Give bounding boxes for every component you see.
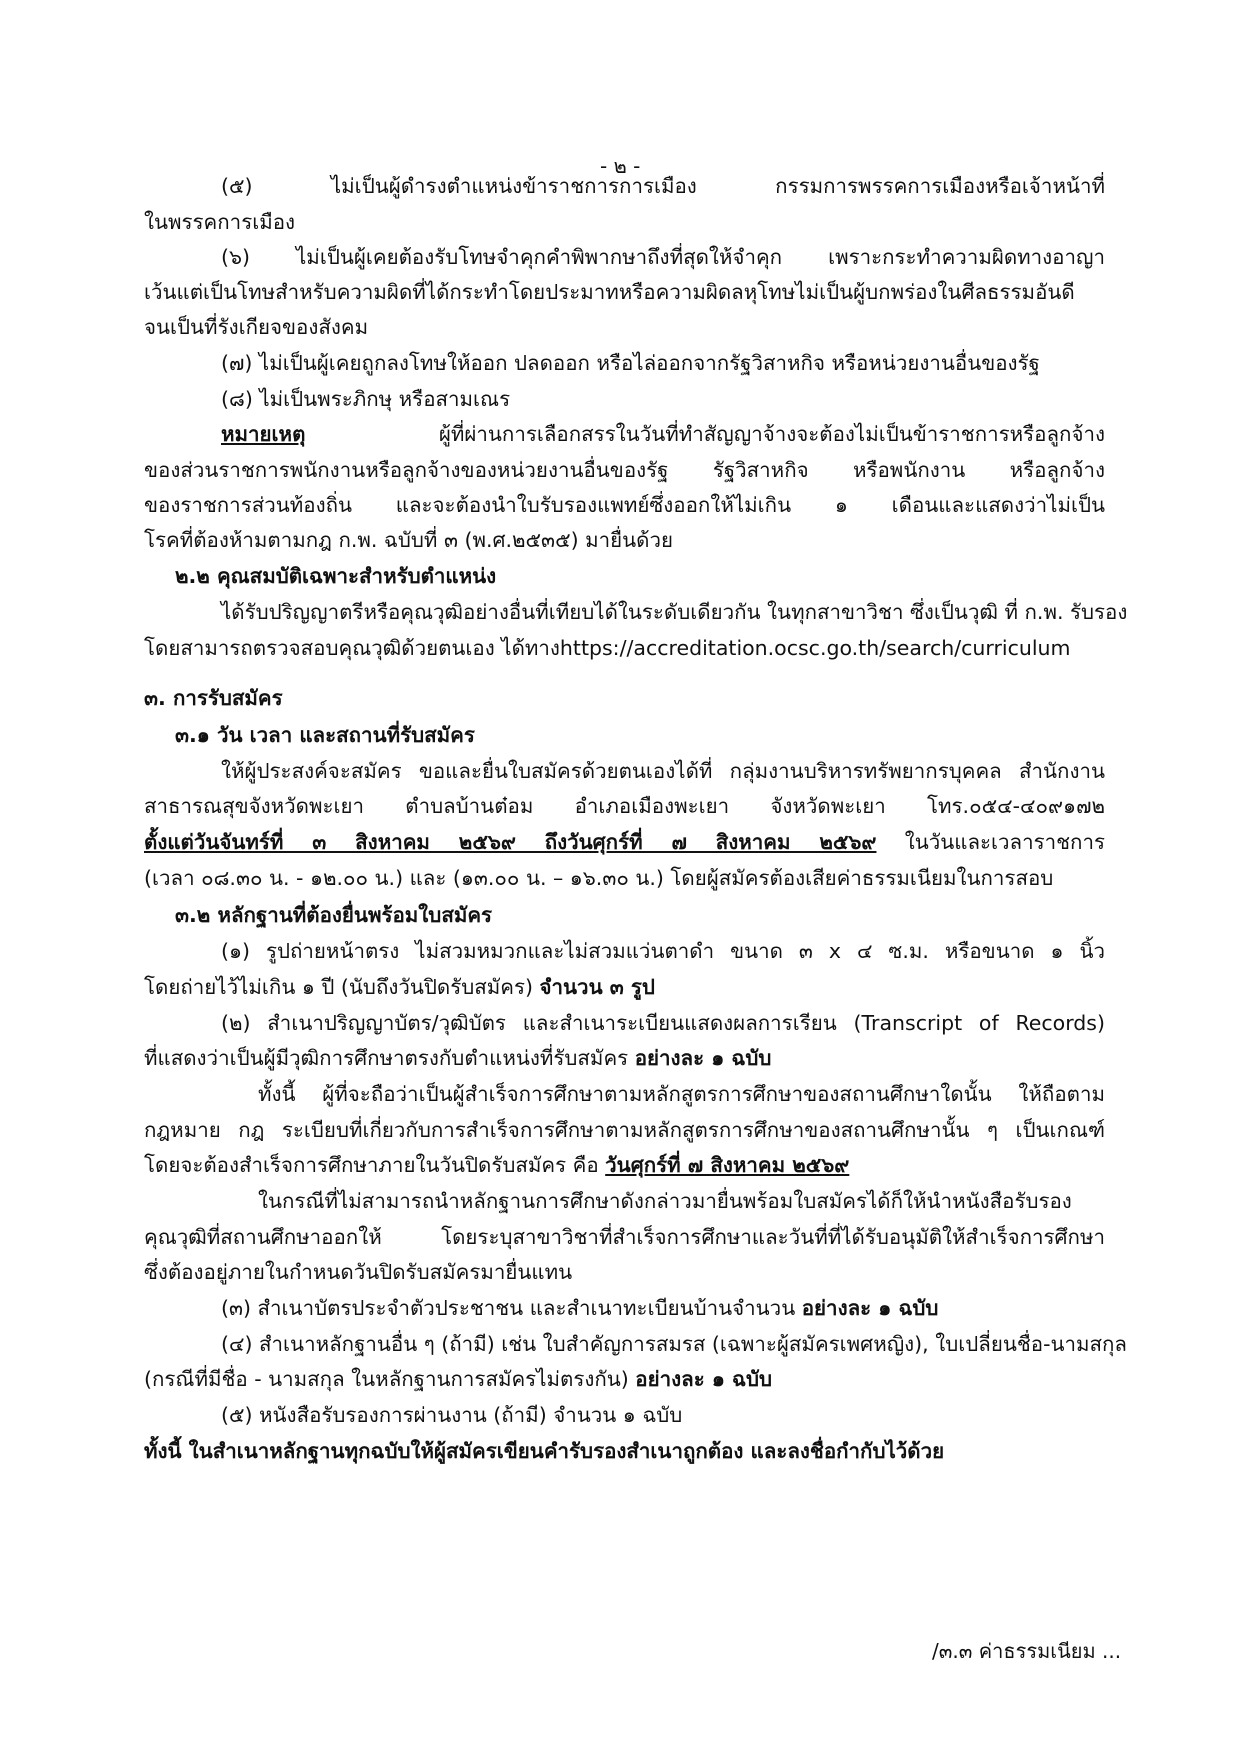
document-item-4-cont: (กรณีที่มีชื่อ - นามสกุล ในหลักฐานการสมัครไม่ตรงกัน) อย่างละ ๑ ฉบับ (144, 1367, 772, 1391)
certificate-note: ในกรณีที่ไม่สามารถนำหลักฐานการศึกษาดังกล่าวมายื่นพร้อมใบสมัครได้ก็ให้นำหนังสือรับรอง (258, 1189, 1072, 1213)
graduation-deadline-line: โดยจะต้องสำเร็จการศึกษาภายในวันปิดรับสมัคร คือ วันศุกร์ที่ ๗ สิงหาคม ๒๕๖๙ (144, 1153, 850, 1177)
remark-cont-2: ของราชการส่วนท้องถิ่น และจะต้องนำใบรับรองแพทย์ซึ่งออกให้ไม่เกิน ๑ เดือนและแสดงว่าไม่เป็น (144, 493, 1105, 517)
section-3-1-text: ให้ผู้ประสงค์จะสมัคร ขอและยื่นใบสมัครด้วยตนเองได้ที่ กลุ่มงานบริหารทรัพยากรบุคคล สำนักงาน (221, 759, 1105, 783)
qualification-item-6: (๖) ไม่เป็นผู้เคยต้องรับโทษจำคุกคำพิพากษาถึงที่สุดให้จำคุก เพราะกระทำความผิดทางอาญา (221, 245, 1105, 269)
section-3-heading: ๓. การรับสมัคร (144, 686, 283, 710)
certificate-note-cont: คุณวุฒิที่สถานศึกษาออกให้ โดยระบุสาขาวิชาที่สำเร็จการศึกษาและวันที่ที่ได้รับอนุมัติให้สำเร็จการศึกษา (144, 1225, 1105, 1249)
section-3-1-text-cont: สาธารณสุขจังหวัดพะเยา ตำบลบ้านต๋อม อำเภอเมืองพะเยา จังหวัดพะเยา โทร.๐๕๔-๔๐๙๑๗๒ (144, 794, 1105, 818)
application-period (144, 827, 1105, 857)
document-item-3: (๓) สำเนาบัตรประจำตัวประชาชน และสำเนาทะเบียนบ้านจำนวน อย่างละ ๑ ฉบับ (221, 1296, 939, 1320)
section-2-2-text-cont: โดยสามารถตรวจสอบคุณวุฒิด้วยตนเอง ได้ทางhttps://accreditation.ocsc.go.th/search/curriculum (144, 636, 1071, 660)
remark-text: ผู้ที่ผ่านการเลือกสรรในวันที่ทำสัญญาจ้างจะต้องไม่เป็นข้าราชการหรือลูกจ้าง (305, 422, 1105, 446)
certification-instruction: ทั้งนี้ ในสำเนาหลักฐานทุกฉบับให้ผู้สมัครเขียนคำรับรองสำเนาถูกต้อง และลงชื่อกำกับไว้ด้วย (144, 1439, 945, 1463)
qualification-item-5: (๕) ไม่เป็นผู้ดำรงตำแหน่งข้าราชการการเมือง กรรมการพรรคการเมืองหรือเจ้าหน้าที่ (221, 174, 1105, 198)
document-item-5: (๕) หนังสือรับรองการผ่านงาน (ถ้ามี) จำนวน ๑ ฉบับ (221, 1403, 683, 1427)
continuation-note: /๓.๓ ค่าธรรมเนียม ... (932, 1639, 1122, 1663)
document-item-1: (๑) รูปถ่ายหน้าตรง ไม่สวมหมวกและไม่สวมแว่นตาดำ ขนาด ๓ x ๔ ซ.ม. หรือขนาด ๑ นิ้ว (221, 939, 1105, 963)
qualification-item-7: (๗) ไม่เป็นผู้เคยถูกลงโทษให้ออก ปลดออก หรือไล่ออกจากรัฐวิสาหกิจ หรือหน่วยงานอื่นของรัฐ (221, 351, 1040, 375)
document-item-1-cont: โดยถ่ายไว้ไม่เกิน ๑ ปี (นับถึงวันปิดรับสมัคร) จำนวน ๓ รูป (144, 975, 655, 999)
certificate-note-cont-2: ซึ่งต้องอยู่ภายในกำหนดวันปิดรับสมัครมายื่นแทน (144, 1260, 573, 1284)
remark-label: หมายเหตุ (221, 422, 306, 446)
section-3-2-heading: ๓.๒ หลักฐานที่ต้องยื่นพร้อมใบสมัคร (175, 903, 493, 927)
section-2-2-heading: ๒.๒ คุณสมบัติเฉพาะสำหรับตำแหน่ง (175, 564, 497, 588)
section-3-1-heading: ๓.๑ วัน เวลา และสถานที่รับสมัคร (175, 723, 475, 747)
graduation-deadline: วันศุกร์ที่ ๗ สิงหาคม ๒๕๖๙ (605, 1153, 850, 1177)
section-2-2-text: ได้รับปริญญาตรีหรือคุณวุฒิอย่างอื่นที่เทียบได้ในระดับเดียวกัน ในทุกสาขาวิชา ซึ่งเป็นวุฒิ ที่ ก.พ. รับรอง (221, 600, 1128, 624)
graduation-note-cont: กฎหมาย กฎ ระเบียบที่เกี่ยวกับการสำเร็จการศึกษาตามหลักสูตรการศึกษาของสถานศึกษานั้น ๆ เป็นเกณฑ์ (144, 1118, 1105, 1142)
qualification-item-8: (๘) ไม่เป็นพระภิกษุ หรือสามเณร (221, 387, 511, 411)
application-hours-label: ในวันและเวลาราชการ (876, 830, 1105, 854)
application-times: (เวลา ๐๘.๓๐ น. - ๑๒.๐๐ น.) และ (๑๓.๐๐ น. – ๑๖.๓๐ น.) โดยผู้สมัครต้องเสียค่าธรรมเนียมในการสอบ (144, 866, 1054, 890)
document-item-2-cont: ที่แสดงว่าเป็นผู้มีวุฒิการศึกษาตรงกับตำแหน่งที่รับสมัคร อย่างละ ๑ ฉบับ (144, 1046, 772, 1070)
qualification-item-5-cont: ในพรรคการเมือง (144, 210, 296, 234)
photo-count: จำนวน ๓ รูป (539, 975, 655, 999)
document-item-2: (๒) สำเนาปริญญาบัตร/วุฒิบัตร และสำเนาระเบียนแสดงผลการเรียน (Transcript of Records) (221, 1011, 1105, 1035)
remark-cont-3: โรคที่ต้องห้ามตามกฎ ก.พ. ฉบับที่ ๓ (พ.ศ.๒๕๓๕) มายื่นด้วย (144, 528, 673, 552)
remark-cont-1: ของส่วนราชการพนักงานหรือลูกจ้างของหน่วยงานอื่นของรัฐ รัฐวิสาหกิจ หรือพนักงาน หรือลูกจ้าง (144, 458, 1105, 482)
page-number: - ๒ - (600, 154, 641, 178)
copy-count: อย่างละ ๑ ฉบับ (634, 1046, 772, 1070)
graduation-note: ทั้งนี้ ผู้ที่จะถือว่าเป็นผู้สำเร็จการศึกษาตามหลักสูตรการศึกษาของสถานศึกษาใดนั้น ให้ถือตาม (258, 1082, 1105, 1106)
document-item-4: (๔) สำเนาหลักฐานอื่น ๆ (ถ้ามี) เช่น ใบสำคัญการสมรส (เฉพาะผู้สมัครเพศหญิง), ใบเปลี่ยนชื่อ-นามสกุล (221, 1332, 1127, 1356)
remark-paragraph (221, 419, 1105, 449)
qualification-item-6-cont-2: จนเป็นที่รังเกียจของสังคม (144, 315, 369, 339)
qualification-item-6-cont: เว้นแต่เป็นโทษสำหรับความผิดที่ได้กระทำโดยประมาทหรือความผิดลหุโทษไม่เป็นผู้บกพร่องในศีลธรรมอันดี (144, 280, 1075, 304)
application-dates: ตั้งแต่วันจันทร์ที่ ๓ สิงหาคม ๒๕๖๙ ถึงวันศุกร์ที่ ๗ สิงหาคม ๒๕๖๙ (144, 830, 877, 854)
